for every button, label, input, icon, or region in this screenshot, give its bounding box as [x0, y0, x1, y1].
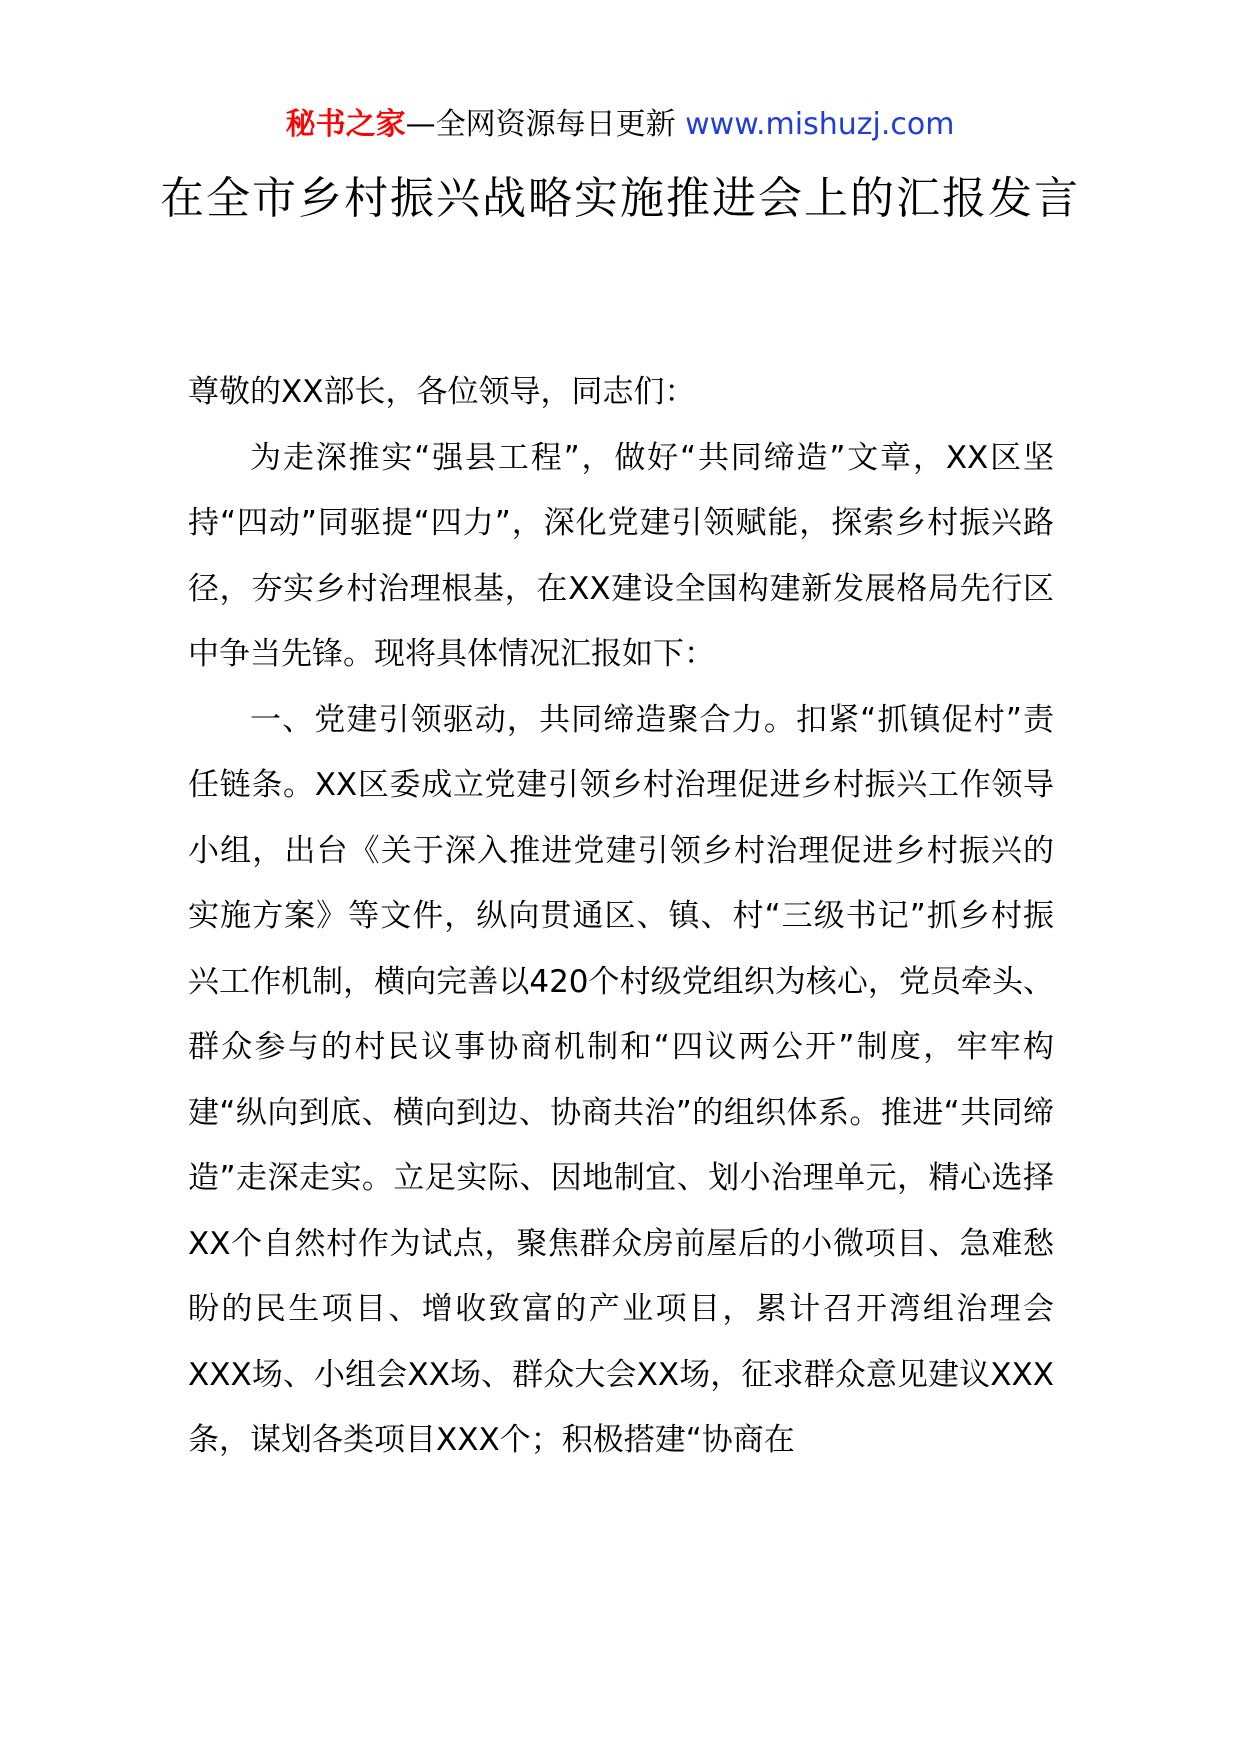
document-title: 在全市乡村振兴战略实施推进会上的汇报发言 — [160, 173, 1080, 224]
site-brand: 秘书之家 — [285, 107, 406, 142]
site-tagline: —全网资源每日更新 — [405, 107, 686, 142]
paragraph-intro: 为走深推实“强县工程”，做好“共同缔造”文章，XX区坚持“四动”同驱提“四力”，深化党建引领赋能，探索乡村振兴路径，夯实乡村治理根基，在XX建设全国构建新发展格局先行区中争当先锋。现将具体情况汇报如下： — [188, 439, 1054, 672]
site-header — [0, 103, 1240, 147]
paragraph-section-one: 一、党建引领驱动，共同缔造聚合力。扣紧“抓镇促村”责任链条。XX区委成立党建引领乡村治理促进乡村振兴工作领导小组，出台《关于深入推进党建引领乡村治理促进乡村振兴的实施方案》等文件，纵向贯通区、镇、村“三级书记”抓乡村振兴工作机制，横向完善以420个村级党组织为核心，党员牵头、群众参与的村民议事协商机制和“四议两公开”制度，牢牢构建“纵向到底、横向到边、协商共治”的组织体系。推进“共同缔造”走深走实。立足实际、因地制宜、划小治理单元，精心选择XX个自然村作为试点，聚焦群众房前屋后的小微项目、急难愁盼的民生项目、增收致富的产业项目，累计召开湾组治理会XXX场、小组会XX场、群众大会XX场，征求群众意见建议XXX条，谋划各类项目XXX个；积极搭建“协商在 — [188, 701, 1054, 1458]
site-url-link[interactable]: www.mishuzj.com — [685, 107, 955, 142]
document-body — [188, 360, 1054, 1474]
salutation: 尊敬的XX部长，各位领导，同志们： — [188, 374, 696, 410]
